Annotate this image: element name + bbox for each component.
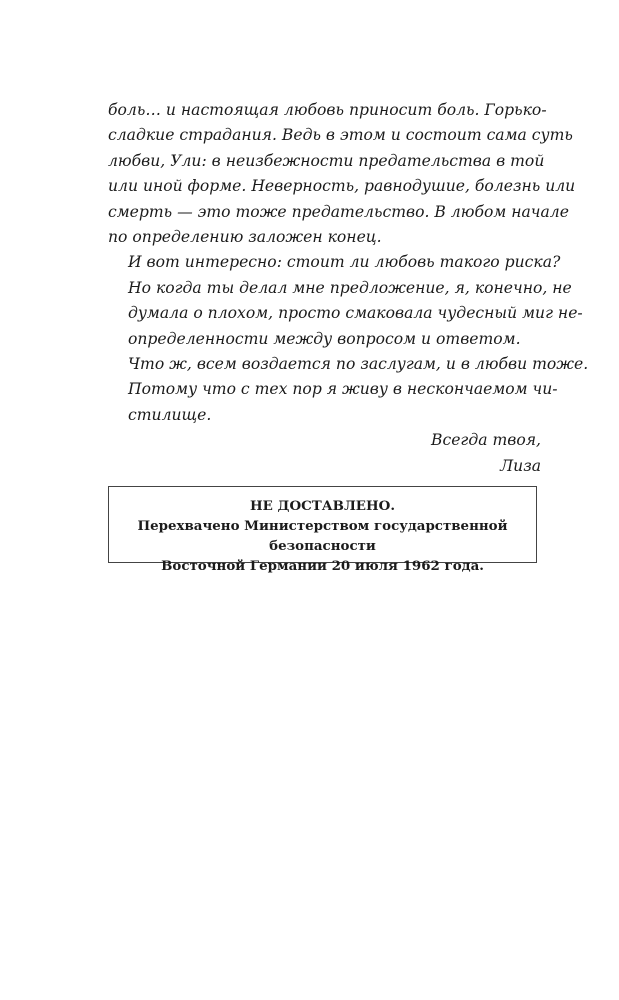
text-line: по определению заложен конец. [108, 228, 382, 247]
text-line: Но когда ты делал мне предложение, я, конечно, не [128, 278, 572, 297]
text-line: Что ж, всем воздается по заслугам, и в любви тоже. [128, 355, 589, 374]
text-line: сладкие страдания. Ведь в этом и состоит сама суть [108, 126, 573, 145]
text-line: И вот интересно: стоит ли любовь такого риска? [128, 253, 561, 272]
text-line: смерть — это тоже предательство. В любом начале [108, 202, 569, 221]
letter-text [108, 98, 589, 479]
letter-paragraph-5 [108, 377, 558, 428]
interception-notice-box [108, 486, 537, 574]
text-line: определенности между вопросом и ответом. [128, 329, 521, 348]
text-line: думала о плохом, просто смаковала чудесный миг не- [128, 304, 583, 323]
notice-line-2: Восточной Германии 20 июля 1962 года. [161, 558, 484, 574]
letter-paragraph-3 [108, 276, 583, 352]
text-line: Потому что с тех пор я живу в нескончаемом чи- [128, 380, 558, 399]
notice-title: НЕ ДОСТАВЛЕНО. [250, 498, 395, 514]
letter-paragraph-2 [108, 250, 561, 275]
text-line: стилище. [128, 405, 212, 424]
letter-paragraph-1 [108, 98, 576, 250]
letter-paragraph-4 [108, 352, 589, 377]
text-line: боль… и настоящая любовь приносит боль. Горько- [108, 101, 547, 119]
text-line: любви, Ули: в неизбежности предательства в той [108, 151, 545, 170]
letter-closing: Всегда твоя, [431, 431, 541, 450]
text-line: или иной форме. Неверность, равнодушие, болезнь или [108, 177, 576, 196]
letter-signature: Лиза [500, 456, 541, 475]
notice-line-1: Перехвачено Министерством государственной безопасности [137, 518, 508, 554]
